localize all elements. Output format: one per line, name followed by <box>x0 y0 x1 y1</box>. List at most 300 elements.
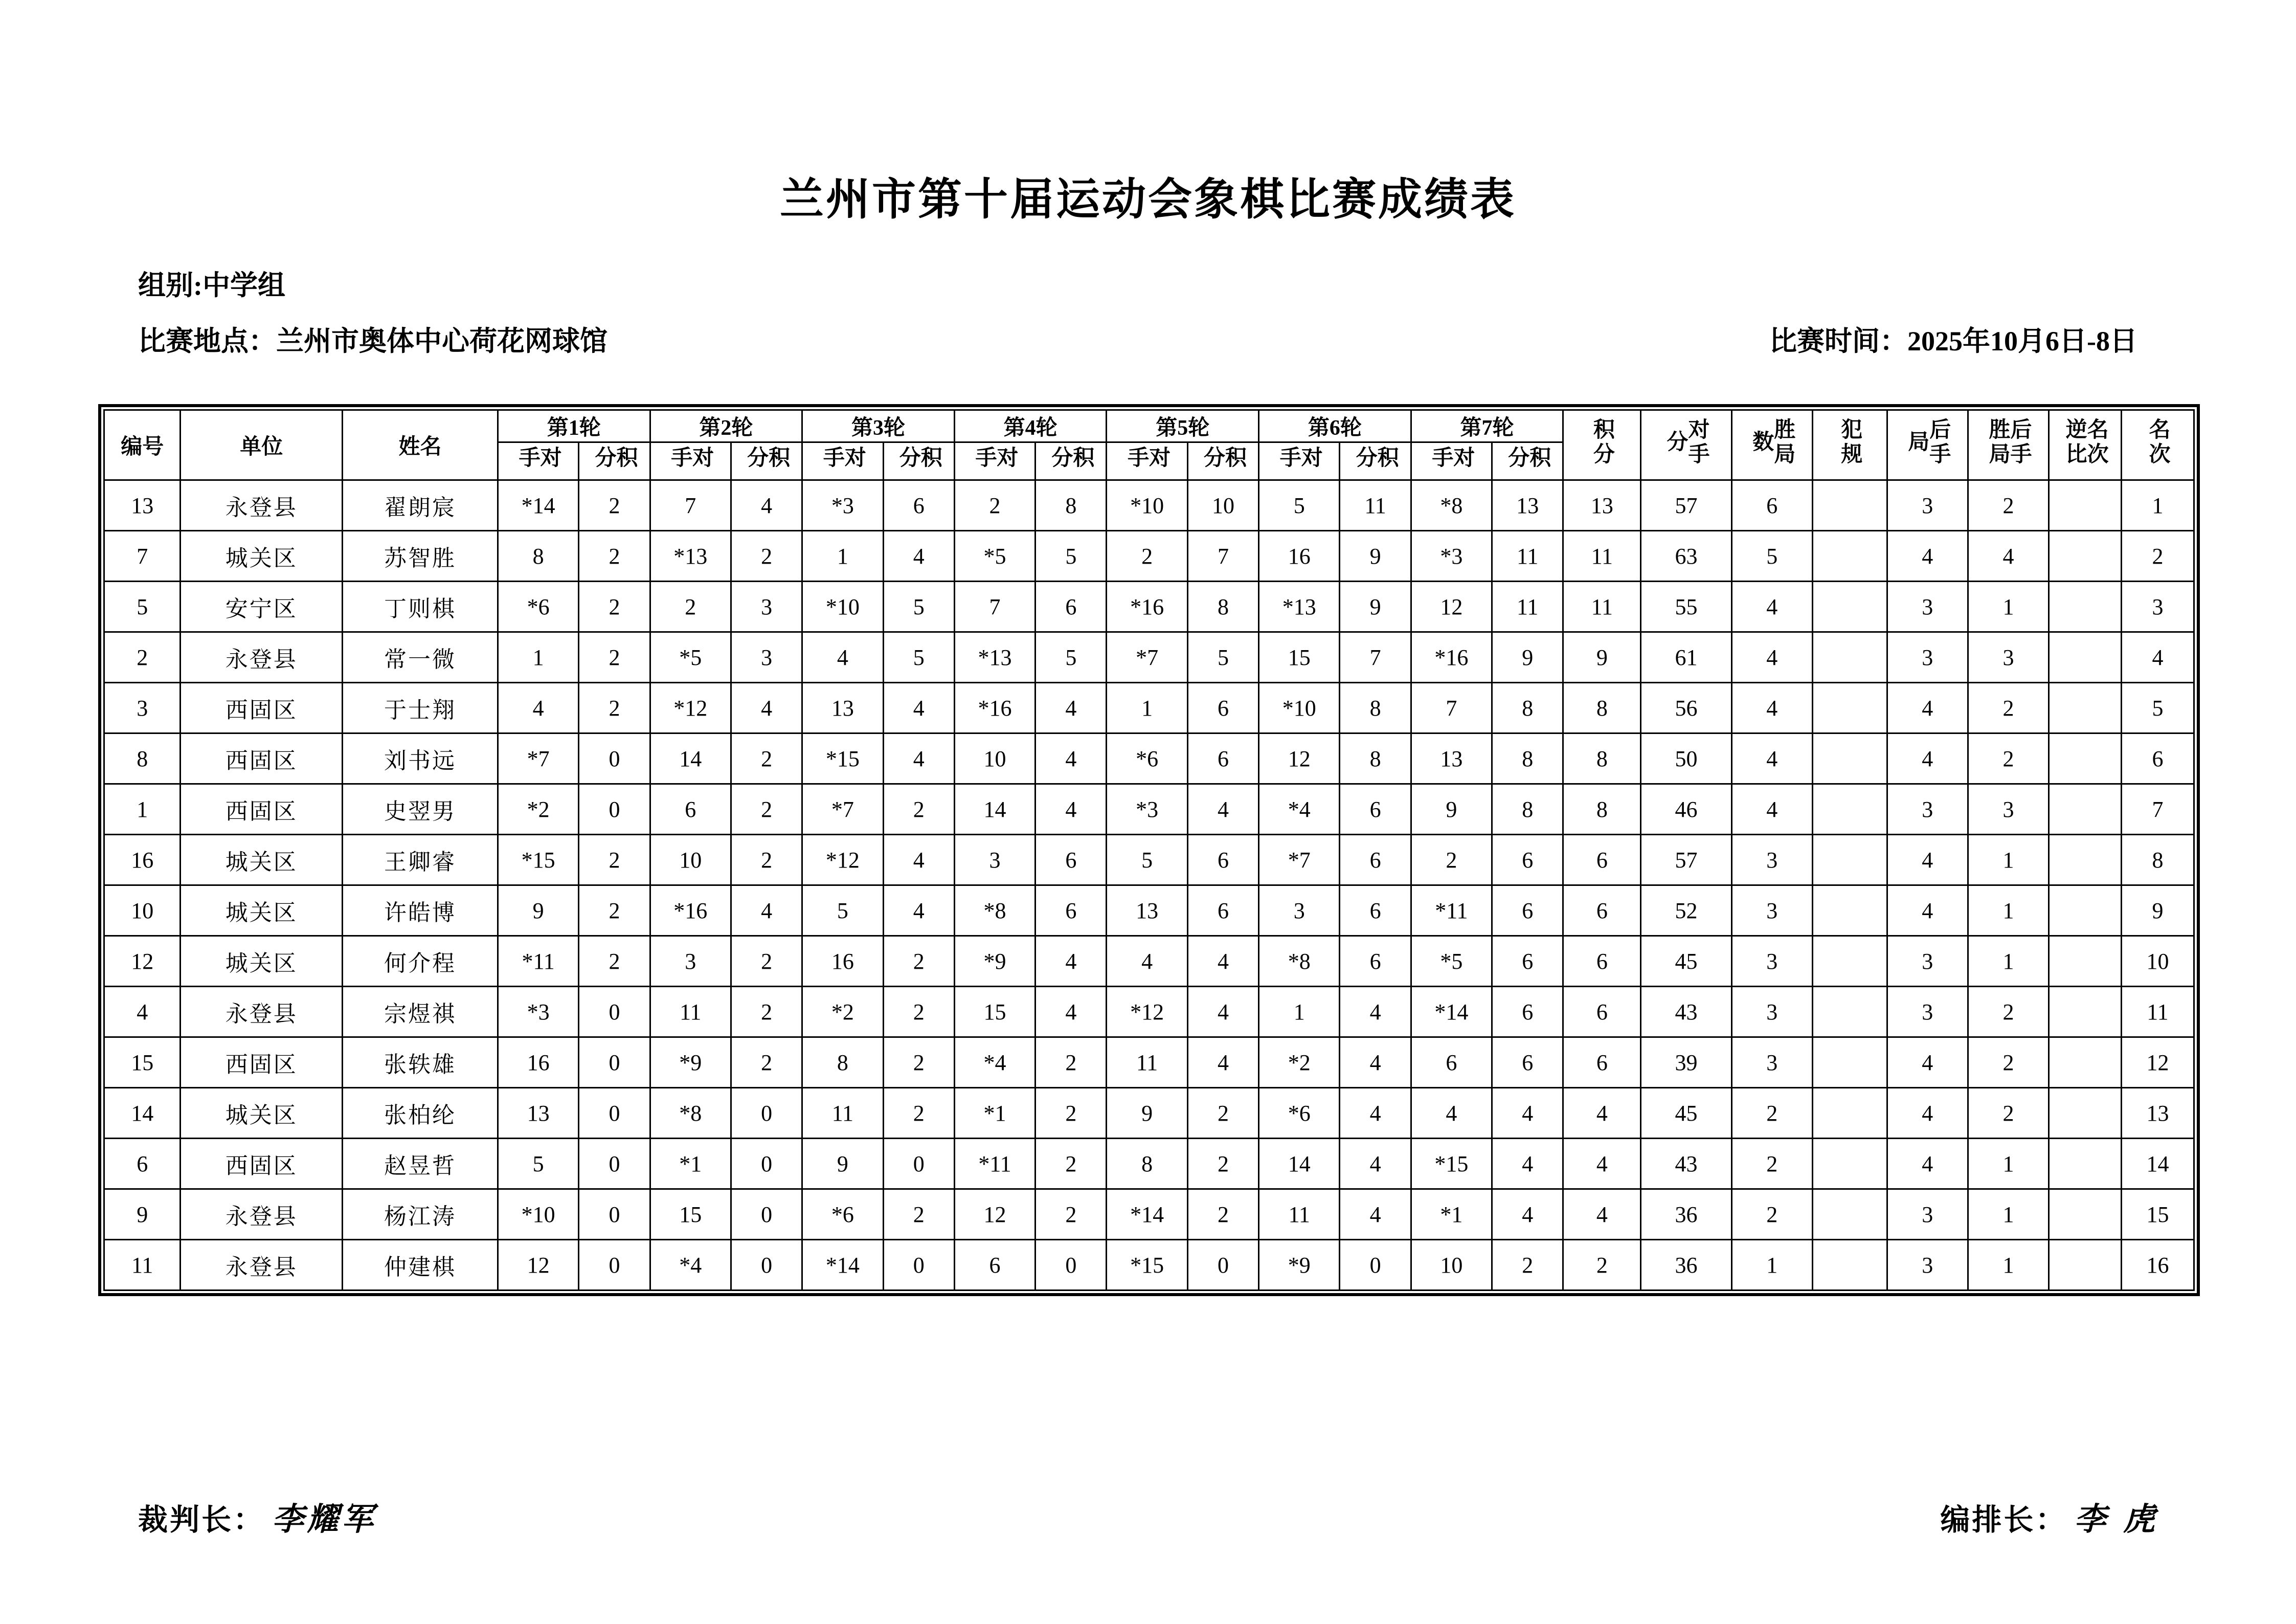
cell-round6-score: 8 <box>1340 733 1411 784</box>
cell-player-unit: 永登县 <box>181 632 343 683</box>
cell-round6-score: 4 <box>1340 987 1411 1037</box>
cell-rank-inverse <box>2049 1240 2122 1291</box>
cell-round5-score: 4 <box>1187 1037 1258 1088</box>
cell-player-name: 何介程 <box>343 936 498 987</box>
cell-round3-score: 5 <box>883 632 954 683</box>
cell-round7-score: 4 <box>1492 1189 1563 1240</box>
cell-round1-score: 2 <box>579 632 650 683</box>
cell-total-score: 6 <box>1563 835 1641 885</box>
cell-round1-score: 2 <box>579 835 650 885</box>
col-header-round-6: 第6轮 <box>1259 410 1411 442</box>
cell-round6-opponent: 16 <box>1259 531 1340 582</box>
cell-black-wins: 3 <box>1968 632 2049 683</box>
cell-round2-opponent: 2 <box>650 582 731 632</box>
col-header-round-5: 第5轮 <box>1107 410 1259 442</box>
cell-round7-opponent: 4 <box>1411 1088 1492 1139</box>
cell-round4-opponent: *9 <box>954 936 1035 987</box>
cell-round5-opponent: *15 <box>1107 1240 1187 1291</box>
cell-player-unit: 城关区 <box>181 531 343 582</box>
cell-player-id: 11 <box>104 1240 181 1291</box>
cell-foul <box>1812 480 1887 531</box>
col-header-round-4: 第4轮 <box>954 410 1107 442</box>
cell-total-score: 13 <box>1563 480 1641 531</box>
cell-round2-opponent: *16 <box>650 885 731 936</box>
cell-round1-score: 0 <box>579 784 650 835</box>
cell-foul <box>1812 835 1887 885</box>
cell-round7-score: 8 <box>1492 784 1563 835</box>
cell-round5-score: 2 <box>1187 1189 1258 1240</box>
cell-black-wins: 1 <box>1968 582 2049 632</box>
cell-round7-score: 6 <box>1492 835 1563 885</box>
table-row <box>104 1240 2194 1291</box>
cell-round4-score: 6 <box>1036 835 1107 885</box>
cell-black-wins: 2 <box>1968 733 2049 784</box>
cell-round4-opponent: *5 <box>954 531 1035 582</box>
cell-total-score: 8 <box>1563 784 1641 835</box>
cell-round2-score: 3 <box>731 632 802 683</box>
cell-round4-score: 4 <box>1036 784 1107 835</box>
cell-round4-opponent: *1 <box>954 1088 1035 1139</box>
cell-wins: 5 <box>1731 531 1812 582</box>
cell-round3-opponent: 11 <box>802 1088 883 1139</box>
cell-round2-opponent: 7 <box>650 480 731 531</box>
cell-round6-opponent: 15 <box>1259 632 1340 683</box>
cell-round2-score: 2 <box>731 784 802 835</box>
cell-round2-score: 4 <box>731 885 802 936</box>
cell-wins: 4 <box>1731 733 1812 784</box>
cell-rank-inverse <box>2049 683 2122 733</box>
cell-rank-inverse <box>2049 733 2122 784</box>
cell-round7-score: 8 <box>1492 733 1563 784</box>
cell-round1-opponent: *10 <box>498 1189 578 1240</box>
cell-round7-score: 8 <box>1492 683 1563 733</box>
cell-round4-score: 2 <box>1036 1037 1107 1088</box>
cell-black-wins: 1 <box>1968 835 2049 885</box>
cell-round6-opponent: *9 <box>1259 1240 1340 1291</box>
col-header-total-score: 积分 <box>1563 410 1641 480</box>
cell-opponent-score: 45 <box>1641 1088 1731 1139</box>
page-title: 兰州市第十届运动会象棋比赛成绩表 <box>780 175 1516 224</box>
cell-round2-score: 2 <box>731 936 802 987</box>
cell-round2-score: 0 <box>731 1088 802 1139</box>
cell-total-score: 8 <box>1563 733 1641 784</box>
cell-player-unit: 城关区 <box>181 885 343 936</box>
cell-round7-opponent: 13 <box>1411 733 1492 784</box>
cell-round6-score: 11 <box>1340 480 1411 531</box>
cell-rank-inverse <box>2049 784 2122 835</box>
cell-foul <box>1812 582 1887 632</box>
cell-round2-score: 2 <box>731 531 802 582</box>
cell-round2-score: 0 <box>731 1240 802 1291</box>
cell-player-name: 丁则棋 <box>343 582 498 632</box>
cell-player-unit: 城关区 <box>181 1088 343 1139</box>
cell-round2-opponent: *9 <box>650 1037 731 1088</box>
cell-foul <box>1812 683 1887 733</box>
cell-round1-score: 2 <box>579 936 650 987</box>
cell-round1-score: 0 <box>579 1037 650 1088</box>
cell-black-games: 4 <box>1887 1037 1968 1088</box>
cell-round3-score: 2 <box>883 784 954 835</box>
cell-player-unit: 永登县 <box>181 1240 343 1291</box>
cell-black-games: 4 <box>1887 733 1968 784</box>
col-header-black-wins: 后手胜局 <box>1968 410 2049 480</box>
cell-player-id: 1 <box>104 784 181 835</box>
cell-round7-score: 4 <box>1492 1088 1563 1139</box>
cell-total-score: 8 <box>1563 683 1641 733</box>
table-row <box>104 632 2194 683</box>
cell-black-wins: 3 <box>1968 784 2049 835</box>
cell-rank-inverse <box>2049 1088 2122 1139</box>
cell-total-score: 4 <box>1563 1088 1641 1139</box>
cell-wins: 3 <box>1731 936 1812 987</box>
cell-round3-score: 0 <box>883 1240 954 1291</box>
cell-foul <box>1812 1240 1887 1291</box>
cell-rank: 6 <box>2121 733 2194 784</box>
cell-round3-score: 4 <box>883 835 954 885</box>
cell-round4-score: 0 <box>1036 1240 1107 1291</box>
cell-round2-opponent: *8 <box>650 1088 731 1139</box>
cell-wins: 3 <box>1731 987 1812 1037</box>
cell-round2-opponent: 3 <box>650 936 731 987</box>
cell-round5-score: 4 <box>1187 987 1258 1037</box>
cell-round4-score: 5 <box>1036 632 1107 683</box>
cell-round2-score: 2 <box>731 835 802 885</box>
cell-opponent-score: 61 <box>1641 632 1731 683</box>
cell-round3-opponent: 8 <box>802 1037 883 1088</box>
cell-round6-opponent: *2 <box>1259 1037 1340 1088</box>
cell-round4-score: 2 <box>1036 1139 1107 1189</box>
cell-player-unit: 永登县 <box>181 1189 343 1240</box>
cell-round4-opponent: 7 <box>954 582 1035 632</box>
cell-round5-score: 6 <box>1187 835 1258 885</box>
cell-round1-opponent: 5 <box>498 1139 578 1189</box>
cell-round1-opponent: 8 <box>498 531 578 582</box>
table-body <box>104 480 2194 1291</box>
cell-round6-score: 0 <box>1340 1240 1411 1291</box>
cell-black-games: 4 <box>1887 531 1968 582</box>
cell-round1-opponent: *7 <box>498 733 578 784</box>
cell-round6-score: 6 <box>1340 885 1411 936</box>
cell-round2-score: 2 <box>731 1037 802 1088</box>
cell-round5-opponent: *6 <box>1107 733 1187 784</box>
col-header-wins: 胜局数 <box>1731 410 1812 480</box>
cell-player-id: 7 <box>104 531 181 582</box>
cell-round3-score: 4 <box>883 683 954 733</box>
cell-round1-score: 0 <box>579 1139 650 1189</box>
cell-player-unit: 安宁区 <box>181 582 343 632</box>
cell-round5-opponent: 8 <box>1107 1139 1187 1189</box>
cell-round3-opponent: 16 <box>802 936 883 987</box>
cell-opponent-score: 36 <box>1641 1240 1731 1291</box>
col-header-round-1: 第1轮 <box>498 410 650 442</box>
cell-opponent-score: 50 <box>1641 733 1731 784</box>
cell-foul <box>1812 987 1887 1037</box>
cell-rank: 2 <box>2121 531 2194 582</box>
cell-round4-score: 4 <box>1036 936 1107 987</box>
cell-round7-opponent: *11 <box>1411 885 1492 936</box>
cell-opponent-score: 43 <box>1641 987 1731 1037</box>
cell-round4-opponent: *11 <box>954 1139 1035 1189</box>
cell-opponent-score: 63 <box>1641 531 1731 582</box>
cell-total-score: 11 <box>1563 582 1641 632</box>
cell-round3-score: 6 <box>883 480 954 531</box>
cell-rank: 11 <box>2121 987 2194 1037</box>
cell-round5-opponent: *14 <box>1107 1189 1187 1240</box>
cell-foul <box>1812 531 1887 582</box>
cell-black-games: 3 <box>1887 987 1968 1037</box>
col-header-rank: 名次 <box>2121 410 2194 480</box>
meta-info <box>138 271 2163 355</box>
cell-rank-inverse <box>2049 1139 2122 1189</box>
cell-round4-score: 6 <box>1036 582 1107 632</box>
cell-round4-opponent: 12 <box>954 1189 1035 1240</box>
cell-round5-score: 7 <box>1187 531 1258 582</box>
table-row <box>104 1088 2194 1139</box>
results-table-container <box>98 404 2200 1296</box>
cell-rank-inverse <box>2049 582 2122 632</box>
cell-round7-opponent: *1 <box>1411 1189 1492 1240</box>
cell-round1-score: 2 <box>579 885 650 936</box>
cell-wins: 4 <box>1731 683 1812 733</box>
cell-round6-opponent: *10 <box>1259 683 1340 733</box>
cell-round7-opponent: *16 <box>1411 632 1492 683</box>
cell-player-unit: 西固区 <box>181 683 343 733</box>
cell-rank-inverse <box>2049 885 2122 936</box>
cell-round5-score: 4 <box>1187 936 1258 987</box>
venue-line: 比赛地点：兰州市奥体中心荷花网球馆 <box>138 325 607 357</box>
cell-round7-opponent: *5 <box>1411 936 1492 987</box>
cell-total-score: 6 <box>1563 987 1641 1037</box>
cell-round5-opponent: *10 <box>1107 480 1187 531</box>
cell-round4-opponent: 10 <box>954 733 1035 784</box>
cell-opponent-score: 52 <box>1641 885 1731 936</box>
referee-label: 裁判长： <box>138 1503 265 1537</box>
cell-opponent-score: 57 <box>1641 835 1731 885</box>
cell-round6-score: 4 <box>1340 1139 1411 1189</box>
cell-round5-score: 6 <box>1187 885 1258 936</box>
cell-round3-score: 2 <box>883 1037 954 1088</box>
venue-and-date-row <box>138 327 2163 356</box>
col-header-id: 编号 <box>104 410 181 480</box>
cell-player-id: 3 <box>104 683 181 733</box>
cell-round3-score: 4 <box>883 531 954 582</box>
cell-rank: 14 <box>2121 1139 2194 1189</box>
cell-round7-opponent: 9 <box>1411 784 1492 835</box>
cell-round5-score: 2 <box>1187 1088 1258 1139</box>
col-header-opponent-score: 对手分 <box>1641 410 1731 480</box>
cell-round3-opponent: *14 <box>802 1240 883 1291</box>
table-row <box>104 582 2194 632</box>
cell-round7-score: 11 <box>1492 582 1563 632</box>
cell-player-name: 翟朗宸 <box>343 480 498 531</box>
cell-round1-opponent: 12 <box>498 1240 578 1291</box>
cell-round2-score: 0 <box>731 1139 802 1189</box>
cell-black-wins: 2 <box>1968 480 2049 531</box>
cell-round4-opponent: 3 <box>954 835 1035 885</box>
cell-round4-score: 2 <box>1036 1088 1107 1139</box>
cell-round5-opponent: 5 <box>1107 835 1187 885</box>
cell-round7-opponent: 2 <box>1411 835 1492 885</box>
col-header-r4-opponent: 对手 <box>954 442 1035 480</box>
cell-opponent-score: 57 <box>1641 480 1731 531</box>
table-row <box>104 885 2194 936</box>
cell-round4-opponent: 15 <box>954 987 1035 1037</box>
col-header-r2-score: 积分 <box>731 442 802 480</box>
cell-round7-score: 6 <box>1492 1037 1563 1088</box>
cell-round1-score: 2 <box>579 480 650 531</box>
cell-round1-opponent: *2 <box>498 784 578 835</box>
cell-round6-score: 6 <box>1340 835 1411 885</box>
cell-player-unit: 城关区 <box>181 936 343 987</box>
cell-total-score: 9 <box>1563 632 1641 683</box>
cell-round1-score: 0 <box>579 1240 650 1291</box>
col-header-rank-inverse: 名次逆比 <box>2049 410 2122 480</box>
cell-wins: 6 <box>1731 480 1812 531</box>
cell-round2-score: 3 <box>731 582 802 632</box>
cell-round6-opponent: *4 <box>1259 784 1340 835</box>
cell-wins: 3 <box>1731 885 1812 936</box>
cell-black-wins: 2 <box>1968 683 2049 733</box>
cell-round2-score: 4 <box>731 683 802 733</box>
cell-round2-opponent: 15 <box>650 1189 731 1240</box>
cell-round3-opponent: *3 <box>802 480 883 531</box>
header-row-1 <box>104 410 2194 442</box>
cell-round7-score: 6 <box>1492 987 1563 1037</box>
cell-rank-inverse <box>2049 835 2122 885</box>
cell-round4-score: 4 <box>1036 683 1107 733</box>
cell-round7-opponent: 7 <box>1411 683 1492 733</box>
cell-player-name: 史翌男 <box>343 784 498 835</box>
cell-round6-score: 6 <box>1340 936 1411 987</box>
cell-player-id: 12 <box>104 936 181 987</box>
cell-player-name: 宗煜祺 <box>343 987 498 1037</box>
table-row <box>104 480 2194 531</box>
cell-black-games: 3 <box>1887 936 1968 987</box>
col-header-r1-opponent: 对手 <box>498 442 578 480</box>
cell-round1-opponent: 9 <box>498 885 578 936</box>
cell-round6-opponent: 12 <box>1259 733 1340 784</box>
cell-black-games: 3 <box>1887 480 1968 531</box>
cell-round4-score: 4 <box>1036 733 1107 784</box>
cell-opponent-score: 55 <box>1641 582 1731 632</box>
cell-player-name: 张轶雄 <box>343 1037 498 1088</box>
cell-player-name: 杨江涛 <box>343 1189 498 1240</box>
cell-foul <box>1812 733 1887 784</box>
cell-round7-opponent: *15 <box>1411 1139 1492 1189</box>
cell-round1-score: 0 <box>579 1088 650 1139</box>
cell-round5-opponent: 13 <box>1107 885 1187 936</box>
cell-round1-opponent: *6 <box>498 582 578 632</box>
cell-player-name: 于士翔 <box>343 683 498 733</box>
cell-round4-opponent: 6 <box>954 1240 1035 1291</box>
cell-black-wins: 1 <box>1968 1139 2049 1189</box>
cell-wins: 1 <box>1731 1240 1812 1291</box>
scheduler-name: 李 虎 <box>2074 1500 2158 1538</box>
cell-round3-opponent: *10 <box>802 582 883 632</box>
cell-player-name: 常一微 <box>343 632 498 683</box>
cell-round4-score: 6 <box>1036 885 1107 936</box>
cell-player-unit: 西固区 <box>181 1037 343 1088</box>
cell-round4-opponent: 2 <box>954 480 1035 531</box>
cell-round5-score: 10 <box>1187 480 1258 531</box>
col-header-round-3: 第3轮 <box>802 410 955 442</box>
cell-black-games: 3 <box>1887 582 1968 632</box>
cell-foul <box>1812 1189 1887 1240</box>
cell-round3-score: 2 <box>883 1189 954 1240</box>
cell-round5-opponent: *16 <box>1107 582 1187 632</box>
cell-round1-opponent: *15 <box>498 835 578 885</box>
cell-round7-score: 9 <box>1492 632 1563 683</box>
cell-round6-score: 9 <box>1340 582 1411 632</box>
cell-round1-opponent: 1 <box>498 632 578 683</box>
cell-round7-score: 4 <box>1492 1139 1563 1189</box>
cell-round3-score: 2 <box>883 936 954 987</box>
cell-round2-opponent: 6 <box>650 784 731 835</box>
cell-foul <box>1812 1088 1887 1139</box>
cell-player-unit: 西固区 <box>181 784 343 835</box>
cell-black-wins: 4 <box>1968 531 2049 582</box>
col-header-r6-score: 积分 <box>1340 442 1411 480</box>
cell-player-id: 6 <box>104 1139 181 1189</box>
col-header-r5-score: 积分 <box>1187 442 1258 480</box>
cell-round2-opponent: 14 <box>650 733 731 784</box>
cell-player-id: 2 <box>104 632 181 683</box>
cell-round2-opponent: *5 <box>650 632 731 683</box>
cell-wins: 2 <box>1731 1189 1812 1240</box>
cell-round7-opponent: *14 <box>1411 987 1492 1037</box>
cell-black-games: 4 <box>1887 835 1968 885</box>
cell-rank: 13 <box>2121 1088 2194 1139</box>
cell-round5-score: 2 <box>1187 1139 1258 1189</box>
cell-round6-opponent: 14 <box>1259 1139 1340 1189</box>
cell-round4-opponent: 14 <box>954 784 1035 835</box>
cell-total-score: 6 <box>1563 1037 1641 1088</box>
cell-foul <box>1812 784 1887 835</box>
cell-black-wins: 1 <box>1968 885 2049 936</box>
cell-round6-opponent: 11 <box>1259 1189 1340 1240</box>
cell-rank: 7 <box>2121 784 2194 835</box>
cell-round6-opponent: 1 <box>1259 987 1340 1037</box>
cell-round4-opponent: *16 <box>954 683 1035 733</box>
cell-round5-score: 6 <box>1187 733 1258 784</box>
col-header-r7-score: 积分 <box>1492 442 1563 480</box>
cell-round4-score: 8 <box>1036 480 1107 531</box>
cell-rank-inverse <box>2049 632 2122 683</box>
scheduler-label: 编排长： <box>1940 1503 2067 1537</box>
cell-round7-score: 6 <box>1492 936 1563 987</box>
cell-player-name: 仲建棋 <box>343 1240 498 1291</box>
cell-wins: 3 <box>1731 835 1812 885</box>
col-header-r5-opponent: 对手 <box>1107 442 1187 480</box>
cell-round2-opponent: *4 <box>650 1240 731 1291</box>
cell-round3-opponent: 9 <box>802 1139 883 1189</box>
cell-round5-opponent: 11 <box>1107 1037 1187 1088</box>
cell-round3-opponent: 1 <box>802 531 883 582</box>
cell-player-unit: 城关区 <box>181 835 343 885</box>
cell-wins: 4 <box>1731 784 1812 835</box>
cell-rank-inverse <box>2049 1189 2122 1240</box>
table-row <box>104 784 2194 835</box>
cell-round7-opponent: *8 <box>1411 480 1492 531</box>
cell-round6-score: 4 <box>1340 1088 1411 1139</box>
cell-round6-opponent: 3 <box>1259 885 1340 936</box>
cell-round2-opponent: *1 <box>650 1139 731 1189</box>
cell-black-games: 4 <box>1887 1139 1968 1189</box>
cell-foul <box>1812 1037 1887 1088</box>
cell-round6-opponent: 5 <box>1259 480 1340 531</box>
cell-round7-score: 2 <box>1492 1240 1563 1291</box>
cell-wins: 2 <box>1731 1139 1812 1189</box>
